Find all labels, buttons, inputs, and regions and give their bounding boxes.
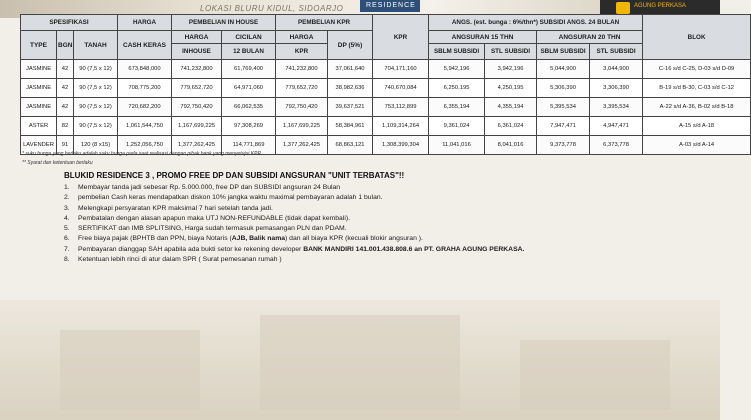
cell-dp: 37,061,640 [328, 60, 373, 79]
cell-bgn: 42 [57, 60, 74, 79]
cell-sblm-20: 7,947,471 [537, 117, 590, 136]
logo-text: AGUNG PERKASA [634, 3, 687, 9]
cell-tanah: 90 (7,5 x 12) [74, 98, 118, 117]
cell-cicilan: 114,771,869 [222, 136, 276, 155]
header-harga-inhouse-top: HARGA [172, 31, 222, 44]
cell-cash: 1,252,056,750 [118, 136, 172, 155]
cell-type: ASTER [21, 117, 57, 136]
list-item: 7. Pembayaran dianggap SAH apabila ada bukti setor ke rekening developer BANK MANDIRI 141.001.438.808.6 an PT. GRAHA AGUNG PERKASA. [64, 245, 525, 253]
header-stl-subsidi-15: STL SUBSIDI [485, 44, 537, 60]
cell-harga-kpr: 741,232,800 [276, 60, 328, 79]
cell-harga-kpr: 792,750,420 [276, 98, 328, 117]
cell-dp: 68,863,121 [328, 136, 373, 155]
location-address: LOKASI BLURU KIDUL, SIDOARJO [200, 4, 344, 13]
cell-cicilan: 97,308,269 [222, 117, 276, 136]
terms-list [64, 183, 664, 265]
house-silhouette [60, 330, 200, 410]
price-table [20, 14, 751, 155]
cell-dp: 38,982,636 [328, 79, 373, 98]
cell-cicilan: 64,971,060 [222, 79, 276, 98]
cell-kpr: 753,112,899 [373, 98, 429, 117]
header-stl-subsidi-20: STL SUBSIDI [590, 44, 643, 60]
cell-stl-20: 3,395,534 [590, 98, 643, 117]
group-header-angsuran: ANGS. (est. bunga : 6%/thn*) SUBSIDI ANGS. 24 BULAN [429, 15, 643, 31]
cell-type: LAVENDER [21, 136, 57, 155]
house-silhouette [520, 340, 670, 410]
cell-sblm-15: 6,355,194 [429, 98, 485, 117]
cell-type: JASMINE [21, 98, 57, 117]
cell-inhouse: 1,167,699,225 [172, 117, 222, 136]
list-item: 4. Pembatalan dengan alasan apapun maka UTJ NON-REFUNDABLE (tidak dapat kembali). [64, 214, 351, 222]
group-header-spesifikasi: SPESIFIKASI [21, 15, 118, 31]
cell-blok: A-15 s/d A-18 [643, 117, 751, 136]
brand-label: RESIDENCE [360, 0, 420, 12]
cell-stl-15: 4,250,195 [485, 79, 537, 98]
cell-dp: 58,384,961 [328, 117, 373, 136]
cell-harga-kpr: 1,167,699,225 [276, 117, 328, 136]
cell-blok: A-03 s/d A-14 [643, 136, 751, 155]
header-angsuran-15: ANGSURAN 15 THN [429, 31, 537, 44]
group-header-kpr-purchase: PEMBELIAN KPR [276, 15, 373, 31]
cell-stl-15: 4,355,194 [485, 98, 537, 117]
cell-bgn: 91 [57, 136, 74, 155]
cell-cicilan: 66,062,535 [222, 98, 276, 117]
footnote-interest: * suku bunga yang berlaku adalah suku bunga pada saat realisasi dengan pihak bank yang menyetujui KPR. [22, 151, 263, 157]
company-logo-icon [616, 2, 630, 14]
cell-blok: B-19 s/d B-30, C-03 s/d C-12 [643, 79, 751, 98]
cell-bgn: 42 [57, 98, 74, 117]
cell-cicilan: 61,769,400 [222, 60, 276, 79]
cell-blok: C-16 s/d C-25, D-03 s/d D-09 [643, 60, 751, 79]
cell-sblm-20: 5,395,534 [537, 98, 590, 117]
cell-cash: 1,061,544,750 [118, 117, 172, 136]
cell-type: JASMINE [21, 79, 57, 98]
group-header-blok: BLOK [643, 15, 751, 60]
cell-tanah: 90 (7,5 x 12) [74, 117, 118, 136]
cell-cash: 708,775,200 [118, 79, 172, 98]
header-sblm-subsidi-15: SBLM SUBSIDI [429, 44, 485, 60]
footnote-terms: ** Syarat dan ketentuan berlaku [22, 160, 93, 166]
cell-tanah: 120 (8 x15) [74, 136, 118, 155]
cell-blok: A-22 s/d A-36, B-02 s/d B-18 [643, 98, 751, 117]
cell-stl-20: 3,044,900 [590, 60, 643, 79]
cell-stl-20: 4,947,471 [590, 117, 643, 136]
list-item: 1. Membayar tanda jadi sebesar Rp. 5.000.000, free DP dan SUBSIDI angsuran 24 Bulan [64, 184, 341, 191]
table-row [21, 60, 751, 79]
list-item: 2. pembelian Cash keras mendapatkan diskon 10% jangka waktu maximal pembayaran adalah 1 bulan. [64, 194, 383, 202]
footnotes [22, 150, 262, 168]
header-harga-kpr-top: HARGA [276, 31, 328, 44]
cell-sblm-15: 9,361,024 [429, 117, 485, 136]
cell-sblm-15: 11,041,016 [429, 136, 485, 155]
cell-kpr: 1,308,399,304 [373, 136, 429, 155]
cell-inhouse: 741,232,800 [172, 60, 222, 79]
table-row [21, 79, 751, 98]
cell-kpr: 704,171,160 [373, 60, 429, 79]
cell-inhouse: 779,652,720 [172, 79, 222, 98]
cell-inhouse: 792,750,420 [172, 98, 222, 117]
group-header-kpr: KPR [373, 15, 429, 60]
cell-stl-15: 3,942,196 [485, 60, 537, 79]
house-silhouette [260, 315, 460, 410]
cell-sblm-15: 6,250,195 [429, 79, 485, 98]
cell-bgn: 42 [57, 79, 74, 98]
cell-stl-15: 8,041,016 [485, 136, 537, 155]
group-header-harga: HARGA [118, 15, 172, 31]
cell-sblm-20: 5,044,900 [537, 60, 590, 79]
header-cicilan-bottom: 12 BULAN [222, 44, 276, 60]
list-item: 8. Ketentuan lebih rinci di atur dalam SPR ( Surat pemesanan rumah ) [64, 256, 282, 264]
cell-stl-15: 6,361,024 [485, 117, 537, 136]
cell-harga-kpr: 779,652,720 [276, 79, 328, 98]
cell-harga-kpr: 1,377,262,425 [276, 136, 328, 155]
header-tanah: TANAH [74, 31, 118, 60]
background-housing-image [0, 300, 720, 420]
cell-cash: 673,848,000 [118, 60, 172, 79]
header-bgn: BGN [57, 31, 74, 60]
table-row [21, 98, 751, 117]
list-item: 3. Melengkapi persyaratan KPR maksimal 7 hari setelah tanda jadi. [64, 204, 273, 212]
cell-cash: 720,682,200 [118, 98, 172, 117]
cell-sblm-20: 5,306,390 [537, 79, 590, 98]
cell-sblm-20: 9,373,778 [537, 136, 590, 155]
cell-tanah: 90 (7,5 x 12) [74, 79, 118, 98]
cell-dp: 39,637,521 [328, 98, 373, 117]
cell-type: JASMINE [21, 60, 57, 79]
cell-tanah: 90 (7,5 x 12) [74, 60, 118, 79]
cell-inhouse: 1,377,262,425 [172, 136, 222, 155]
header-cicilan-top: CICILAN [222, 31, 276, 44]
header-dp: DP (5%) [328, 31, 373, 60]
cell-stl-20: 3,306,390 [590, 79, 643, 98]
cell-kpr: 740,670,084 [373, 79, 429, 98]
table-row [21, 117, 751, 136]
list-item: 5. SERTIFIKAT dan IMB SPLITSING, Harga sudah termasuk pemasangan PLN dan PDAM. [64, 225, 347, 233]
header-cash-keras: CASH KERAS [118, 31, 172, 60]
header-sblm-subsidi-20: SBLM SUBSIDI [537, 44, 590, 60]
header-harga-kpr-bottom: KPR [276, 44, 328, 60]
cell-bgn: 82 [57, 117, 74, 136]
cell-stl-20: 6,373,778 [590, 136, 643, 155]
header-harga-inhouse-bottom: INHOUSE [172, 44, 222, 60]
cell-sblm-15: 5,942,196 [429, 60, 485, 79]
cell-kpr: 1,109,314,264 [373, 117, 429, 136]
header-type: TYPE [21, 31, 57, 60]
group-header-inhouse: PEMBELIAN IN HOUSE [172, 15, 276, 31]
header-angsuran-20: ANGSURAN 20 THN [537, 31, 643, 44]
list-item: 6. Free biaya pajak (BPHTB dan PPN, biaya Notaris (AJB, Balik nama) dan all biaya KPR (kecuali blokir angsuran ). [64, 235, 423, 243]
promo-title: BLUKID RESIDENCE 3 , PROMO FREE DP DAN SUBSIDI ANGSURAN "UNIT TERBATAS"!! [64, 171, 405, 180]
